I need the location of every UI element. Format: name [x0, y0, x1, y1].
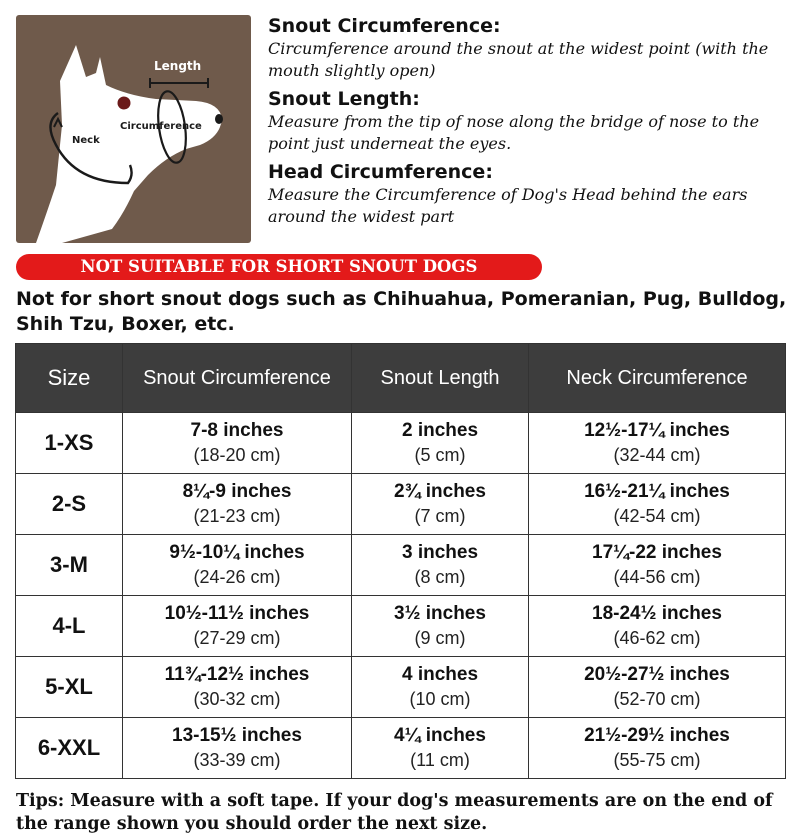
inches-value: 3 inches	[401, 542, 479, 563]
cm-value: (21-23 cm)	[193, 506, 281, 526]
inches-value: 16½-21¼ inches	[584, 481, 730, 502]
snout-length-cell	[352, 413, 529, 474]
snout-length-cell	[352, 657, 529, 718]
table-row	[16, 535, 786, 596]
cm-value: (33-39 cm)	[193, 750, 281, 770]
circumference-label: Circumference	[120, 121, 202, 132]
inches-value: 12½-17¼ inches	[584, 420, 730, 441]
size-cell: 1-XS	[16, 413, 123, 474]
inches-value: 4¼ inches	[394, 725, 486, 746]
dog-silhouette	[36, 45, 222, 243]
cm-value: (5 cm)	[414, 445, 466, 465]
length-label: Length	[154, 59, 202, 73]
inches-value: 3½ inches	[394, 603, 486, 624]
inches-value: 2 inches	[401, 420, 479, 441]
snout-circumference-cell	[123, 596, 352, 657]
short-snout-notice: Not for short snout dogs such as Chihuahua, Pomeranian, Pug, Bulldog, Shih Tzu, Boxer, etc.	[16, 288, 787, 335]
size-cell: 6-XXL	[16, 718, 123, 779]
inches-value: 7-8 inches	[190, 420, 284, 441]
size-cell: 5-XL	[16, 657, 123, 718]
cm-value: (55-75 cm)	[613, 750, 701, 770]
measurement-diagram	[16, 15, 251, 243]
table-row	[16, 474, 786, 535]
cm-value: (42-54 cm)	[613, 506, 701, 526]
size-cell: 3-M	[16, 535, 123, 596]
cm-value: (27-29 cm)	[193, 628, 281, 648]
inches-value: 18-24½ inches	[592, 603, 722, 624]
inches-value: 4 inches	[401, 664, 479, 685]
snout-length-heading: Snout Length:	[268, 88, 420, 110]
neck-circumference-cell	[529, 535, 786, 596]
dog-nose	[215, 114, 223, 124]
warning-banner: NOT SUITABLE FOR SHORT SNOUT DOGS	[16, 254, 542, 280]
cm-value: (9 cm)	[414, 628, 466, 648]
snout-length-cell	[352, 596, 529, 657]
cm-value: (18-20 cm)	[193, 445, 281, 465]
inches-value: 2¾ inches	[394, 481, 486, 502]
snout-circumference-cell	[123, 657, 352, 718]
snout-length-text: Measure from the tip of nose along the bridge of nose to the point just underneat the eyes.	[268, 112, 760, 153]
cm-value: (44-56 cm)	[613, 567, 701, 587]
neck-label: Neck	[72, 135, 100, 146]
neck-circumference-cell	[529, 596, 786, 657]
neck-circumference-cell	[529, 474, 786, 535]
snout-length-cell	[352, 535, 529, 596]
inches-value: 20½-27½ inches	[584, 664, 730, 685]
snout-length-cell	[352, 474, 529, 535]
snout-circumference-text: Circumference around the snout at the widest point (with the mouth slightly open)	[268, 39, 769, 80]
inches-value: 17¼-22 inches	[592, 542, 722, 563]
measurement-descriptions	[268, 14, 788, 233]
snout-length-cell	[352, 718, 529, 779]
size-cell: 4-L	[16, 596, 123, 657]
header-size: Size	[16, 344, 123, 413]
cm-value: (24-26 cm)	[193, 567, 281, 587]
header-neck-circumference: Neck Circumference	[529, 344, 786, 413]
cm-value: (10 cm)	[409, 689, 471, 709]
inches-value: 10½-11½ inches	[164, 603, 310, 624]
header-snout-circumference: Snout Circumference	[123, 344, 352, 413]
cm-value: (30-32 cm)	[193, 689, 281, 709]
cm-value: (7 cm)	[414, 506, 466, 526]
cm-value: (52-70 cm)	[613, 689, 701, 709]
neck-circumference-cell	[529, 657, 786, 718]
cm-value: (11 cm)	[410, 750, 470, 770]
inches-value: 9½-10¼ inches	[169, 542, 305, 563]
dog-eye	[118, 97, 131, 110]
table-row	[16, 718, 786, 779]
table-row	[16, 413, 786, 474]
snout-circumference-cell	[123, 718, 352, 779]
size-chart-table	[15, 343, 786, 779]
cm-value: (32-44 cm)	[613, 445, 701, 465]
table-row	[16, 596, 786, 657]
inches-value: 11¾-12½ inches	[164, 664, 310, 685]
inches-value: 21½-29½ inches	[584, 725, 730, 746]
neck-circumference-cell	[529, 413, 786, 474]
inches-value: 13-15½ inches	[172, 725, 302, 746]
cm-value: (8 cm)	[414, 567, 466, 587]
table-row	[16, 657, 786, 718]
header-snout-length: Snout Length	[352, 344, 529, 413]
snout-circumference-cell	[123, 474, 352, 535]
table-header-row	[16, 344, 786, 413]
head-circumference-heading: Head Circumference:	[268, 161, 493, 183]
snout-circumference-cell	[123, 535, 352, 596]
sizing-tips: Tips: Measure with a soft tape. If your dog's measurements are on the end of the range shown you should order the next size.	[16, 791, 773, 834]
cm-value: (46-62 cm)	[613, 628, 701, 648]
snout-circumference-cell	[123, 413, 352, 474]
head-circumference-text: Measure the Circumference of Dog's Head behind the ears around the widest part	[268, 185, 748, 226]
inches-value: 8¼-9 inches	[182, 481, 292, 502]
neck-circumference-cell	[529, 718, 786, 779]
snout-circumference-heading: Snout Circumference:	[268, 15, 501, 37]
size-cell: 2-S	[16, 474, 123, 535]
